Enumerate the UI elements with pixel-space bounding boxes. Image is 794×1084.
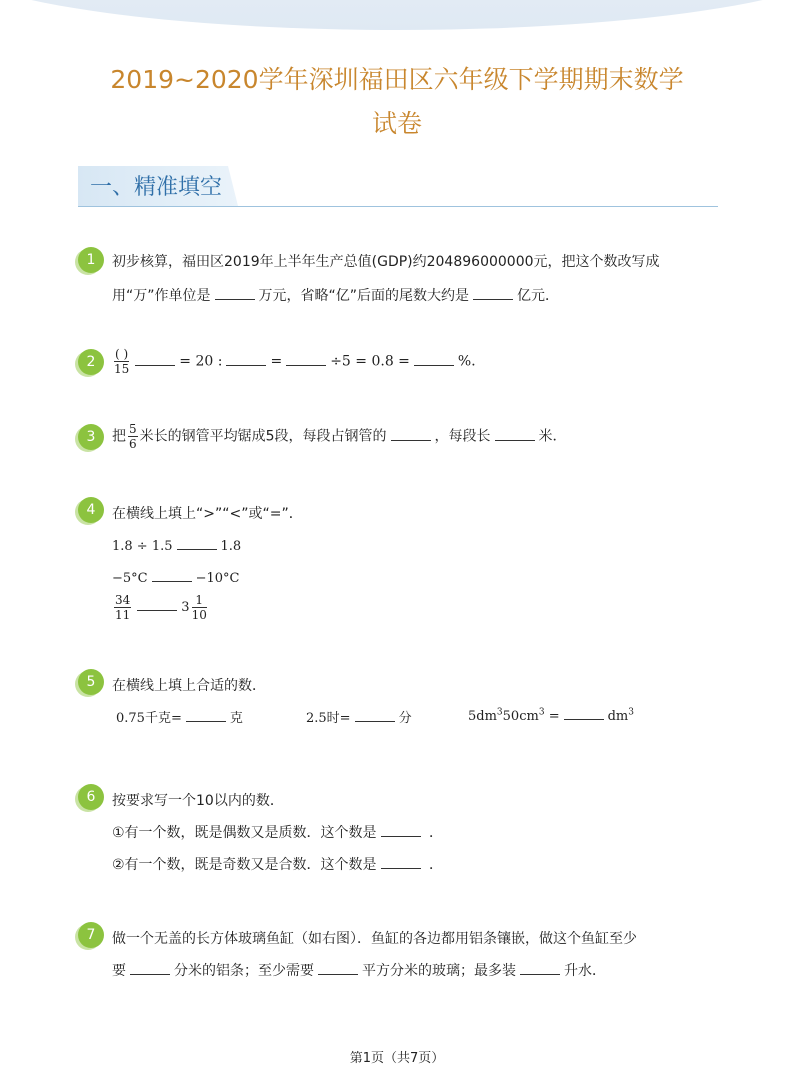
- question-text: 在横线上填上合适的数．: [112, 678, 266, 694]
- answer-blank[interactable]: [152, 569, 192, 582]
- question-text: 按要求写一个10以内的数．: [112, 793, 284, 809]
- answer-blank[interactable]: [286, 353, 326, 366]
- answer-blank[interactable]: [226, 353, 266, 366]
- question-text-line2: 用“万”作单位是 万元，省略“亿”后面的尾数大约是 亿元．: [112, 288, 560, 304]
- answer-blank[interactable]: [495, 428, 535, 441]
- question-number-badge: 1: [78, 247, 104, 273]
- header-decoration: [0, 0, 794, 30]
- page-footer: 第1页（共7页）: [349, 1051, 445, 1066]
- question-number-badge: 4: [78, 497, 104, 523]
- sub-question-2: ②有一个数，既是奇数又是合数．这个数是 ．: [112, 857, 444, 873]
- question-text: 在横线上填上“>”“<”或“=”．: [112, 506, 303, 522]
- answer-blank[interactable]: [381, 856, 421, 869]
- sub-question-1: ①有一个数，既是偶数又是质数．这个数是 ．: [112, 825, 444, 841]
- question-text: 把 $\frac{5}{6}$ 米长的钢管平均锯成5段，每段占钢管的 ，每段长 米．: [112, 422, 567, 451]
- answer-blank[interactable]: [186, 709, 226, 722]
- section-header: [78, 166, 718, 207]
- title-line-2: 试卷: [371, 109, 422, 138]
- question-number-badge: 7: [78, 922, 104, 948]
- conversion-3: $5dm^350cm^3 = dm^3$: [468, 707, 634, 724]
- conversion-1: 0.75千克= 克: [116, 711, 243, 726]
- answer-blank[interactable]: [414, 353, 454, 366]
- question-text: 初步核算，福田区2019年上半年生产总值(GDP)约204896000000元，把这个数改写成: [112, 254, 660, 270]
- question-number-badge: 2: [78, 349, 104, 375]
- answer-blank[interactable]: [318, 962, 358, 975]
- compare-row-1: 1.8 ÷ 1.5 1.8: [112, 539, 242, 554]
- question-number-badge: 5: [78, 669, 104, 695]
- answer-blank[interactable]: [135, 353, 175, 366]
- question-number-badge: 3: [78, 424, 104, 450]
- answer-blank[interactable]: [520, 962, 560, 975]
- answer-blank[interactable]: [137, 598, 177, 611]
- fraction: $\frac{( )}{15}$: [114, 347, 130, 376]
- question-text: $\frac{( )}{15}$ = 20 : = ÷5 = 0.8 = %．: [114, 347, 486, 376]
- conversion-2: 2.5时= 分: [306, 711, 412, 726]
- fraction: $\frac{1}{10}$: [191, 593, 207, 622]
- answer-blank[interactable]: [391, 428, 431, 441]
- compare-row-2: −5°C −10°C: [112, 571, 240, 586]
- question-text-line2: 要 分米的铝条；至少需要 平方分米的玻璃；最多装 升水．: [112, 963, 606, 979]
- answer-blank[interactable]: [130, 962, 170, 975]
- answer-blank[interactable]: [215, 287, 255, 300]
- answer-blank[interactable]: [381, 824, 421, 837]
- question-text: 做一个无盖的长方体玻璃鱼缸（如右图）．鱼缸的各边都用铝条镶嵌，做这个鱼缸至少: [112, 931, 637, 947]
- question-number-badge: 6: [78, 784, 104, 810]
- page-title: [60, 58, 734, 146]
- fraction: $\frac{5}{6}$: [129, 422, 137, 451]
- fraction: $\frac{34}{11}$: [115, 593, 131, 622]
- compare-row-3: $\frac{34}{11}$ 3 $\frac{1}{10}$: [115, 593, 207, 622]
- answer-blank[interactable]: [177, 537, 217, 550]
- answer-blank[interactable]: [355, 709, 395, 722]
- section-title: 一、精准填空: [90, 175, 223, 200]
- answer-blank[interactable]: [564, 707, 604, 720]
- answer-blank[interactable]: [473, 287, 513, 300]
- title-line-1: 2019~2020学年深圳福田区六年级下学期期末数学: [110, 65, 684, 94]
